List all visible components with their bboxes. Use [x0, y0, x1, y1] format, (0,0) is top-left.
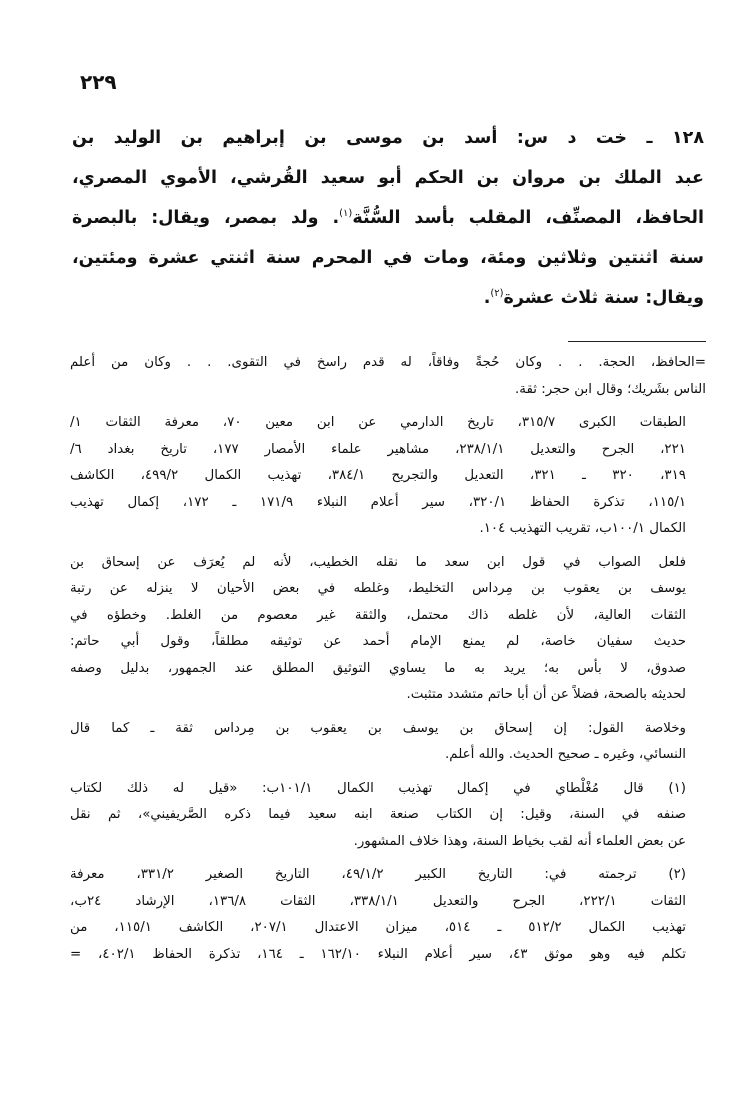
entry-line-3-tail: . ولد بمصر، ويقال: بالبصرة	[72, 208, 340, 228]
note-continuation	[70, 350, 706, 403]
note-line: الطبقات الكبرى ٣١٥/٧، تاريخ الدارمي عن ابن معين ٧٠، معرفة الثقات ١/	[70, 415, 686, 430]
biography-entry	[72, 118, 704, 318]
note-sources	[70, 410, 706, 543]
entry-line-3	[72, 198, 704, 238]
footnote-1	[70, 776, 706, 856]
note-line: لحديثه بالصحة، فضلاً عن أن أبا حاتم متشدد متثبت.	[406, 687, 686, 702]
entry-line-5	[72, 278, 704, 318]
note-line: وخلاصة القول: إن إسحاق بن يوسف بن يعقوب بن مِرداس ثقة ـ كما قال	[70, 720, 686, 736]
note-line: الثقات ٢٢٢/١، الجرح والتعديل ٣٣٨/١/١، الثقات ١٣٦/٨، الإرشاد ٢٤ب،	[70, 893, 687, 909]
entry-line-5-text: ويقال: سنة ثلاث عشرة	[503, 288, 704, 308]
note-line: فلعل الصواب في قول ابن سعد ما نقله الخطيب، لأنه لم يُعرَف عن إسحاق بن	[70, 554, 686, 570]
note-line: صنفه في السنة، وقيل: إن الكتاب صنعة ابنه سعيد فيما ذكره الصَّريفيني»، ثم نقل	[70, 807, 686, 822]
note-line: الناس بشَريك؛ وقال ابن حجر: ثقة.	[515, 381, 706, 397]
note-line: (١) قال مُغْلْطاي في إكمال تهذيب الكمال ١٠١/١ب: «قيل له ذلك لكتاب	[70, 780, 686, 796]
note-line: يوسف بن يعقوب بن مِرداس التخليط، وغلطه في بعض الأحيان لا ينزله عن رتبة	[70, 581, 686, 596]
footnote-2	[70, 862, 706, 968]
note-line: ٢٢١، الجرح والتعديل ٢٣٨/١/١، مشاهير علماء الأمصار ١٧٧، تاريخ بغداد ٦/	[70, 441, 686, 457]
note-line: تهذيب الكمال ٥١٢/٢ ـ ٥١٤، ميزان الاعتدال ٢٠٧/١، الكاشف ١١٥/١، من	[70, 920, 686, 935]
footnote-ref-1[interactable]: (١)	[339, 208, 353, 220]
entry-line-5-tail: .	[483, 288, 491, 308]
note-line: النسائي، وغيره ـ صحيح الحديث. والله أعلم.	[445, 747, 686, 762]
note-line: الكمال ١٠٠/١ب، تقريب التهذيب ١٠٤.	[479, 521, 686, 536]
note-line: صدوق، لا بأس به؛ يريد به ما يساوي التوثيق المطلق عند الجمهور، بدليل وصفه	[70, 660, 686, 676]
note-line: (٢) ترجمته في: التاريخ الكبير ٤٩/١/٢، التاريخ الصغير ٣٣١/٢، معرفة	[70, 867, 686, 882]
entry-line-1: ١٢٨ ـ خت د س: أسد بن موسى بن إبراهيم بن الوليد بن	[72, 128, 704, 148]
note-discussion	[70, 550, 706, 709]
footnote-ref-2[interactable]: (٢)	[490, 288, 504, 300]
note-conclusion	[70, 716, 706, 769]
note-line: تكلم فيه وهو موثق ٤٣، سير أعلام النبلاء ١٦٢/١٠ ـ ١٦٤، تذكرة الحفاظ ٤٠٢/١، =	[70, 946, 686, 962]
note-line: ٣١٩، ٣٢٠ ـ ٣٢١، التعديل والتجريح ٣٨٤/١، تهذيب الكمال ٤٩٩/٢، الكاشف	[70, 468, 686, 483]
entry-line-4: سنة اثنتين وثلاثين ومئة، ومات في المحرم سنة اثنتي عشرة ومئتين،	[72, 248, 704, 268]
footnotes-section	[70, 350, 706, 975]
entry-line-3-text: الحافظ، المصنِّف، المقلب بأسد السُّنَّة	[352, 208, 704, 228]
note-line: عن بعض العلماء أنه لقب بخياط السنة، وهذا خلاف المشهور.	[353, 833, 686, 849]
entry-line-2: عبد الملك بن مروان بن الحكم أبو سعيد القُرشي، الأموي المصري،	[72, 168, 704, 188]
footnote-divider	[568, 341, 706, 342]
note-line: ١١٥/١، تذكرة الحفاظ ٣٢٠/١، سير أعلام النبلاء ١٧١/٩ ـ ١٧٢، إكمال تهذيب	[70, 494, 687, 510]
page-number: ٢٢٩	[80, 70, 117, 94]
note-line: الثقات العالية، لأن غلطه ذاك محتمل، والثقة غير معصوم من الغلط. وخطؤه في	[70, 607, 686, 623]
note-line: =الحافظ، الحجة. . . وكان حُجةً وفاقاً، له قدم راسخ في التقوى. . . وكان من أعلم	[70, 355, 706, 370]
note-line: حديث سفيان خاصة، لم يمنع الإمام أحمد عن توثيقه مطلقاً، وقول أبي حاتم:	[70, 634, 686, 649]
